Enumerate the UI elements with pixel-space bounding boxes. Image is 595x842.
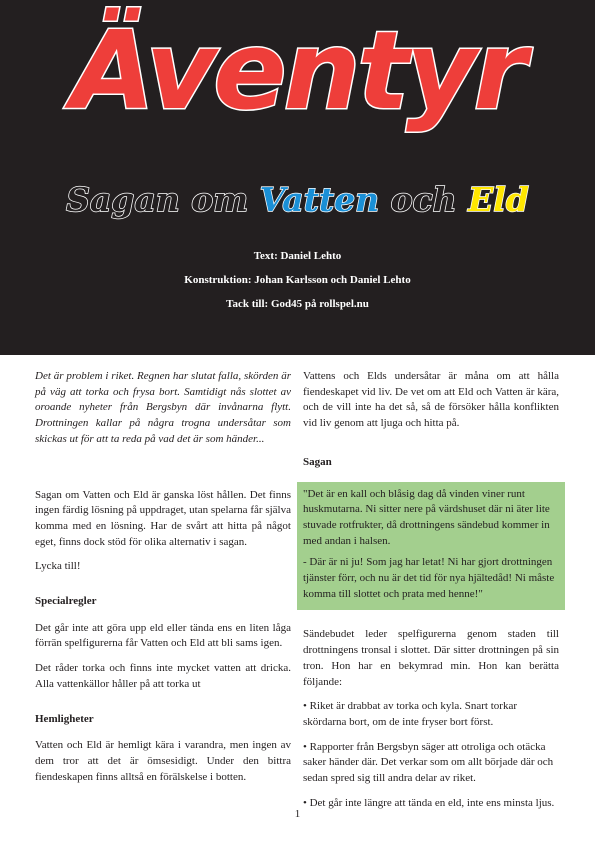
- body-paragraph: Sagan om Vatten och Eld är ganska löst hållen. Det finns ingen färdig lösning på uppdraget, utan spelarna får själva komma med en lösning. Har de svårt att hitta på något eget, finns dock stöd för olika alternativ i sagan.: [35, 488, 291, 548]
- body-paragraph: Sändebudet leder spelfigurerna genom staden till drottningens tronsal i slottet. Där sitter drottningen på sin tron. Hon har en bekymrad min. Hon kan berätta följande:: [303, 628, 559, 688]
- body-paragraph: Det går inte att göra upp eld eller tända ens en liten låga förrän spelfigurerna får Vatten och Eld att bli sams igen.: [35, 621, 291, 650]
- body-paragraph: Vatten och Eld är hemligt kära i varandra, men ingen av dem tror att det är ömsesidigt. Under den bittra fiendeskapen finns alltså en förälskelse i botten.: [35, 739, 291, 783]
- title-banner: [0, 0, 595, 355]
- credit-text: Text: Daniel Lehto: [253, 250, 342, 262]
- credits: [0, 244, 595, 316]
- page-title: Äventyr: [71, 9, 524, 134]
- box-paragraph: "Det är en kall och blåsig dag då vinden viner runt huskmutarna. Ni sitter nere på värdshuset där ni äter lite stuvade rotfrukter, då drottningens sändebud kommer in med andan i halsen.: [303, 487, 550, 547]
- box-paragraph: - Där är ni ju! Som jag har letat! Ni har gjort drottningen tjänster förr, och nu är det tid för nya hjältedåd! Ni måste komma till slottet och prata med henne!": [303, 556, 555, 600]
- right-column: [303, 369, 559, 820]
- list-item: • Det går inte längre att tända en eld, inte ens minsta ljus.: [303, 796, 555, 809]
- body-paragraph: Lycka till!: [35, 560, 81, 573]
- subtitle: [0, 180, 595, 219]
- section-heading-specialregler: Specialregler: [35, 595, 97, 608]
- list-item: • Rapporter från Bergsbyn säger att otroliga och otäcka saker händer där. Det verkar som om allt började där och sedan spred sig till andra delar av riket.: [303, 740, 554, 785]
- section-heading-hemligheter: Hemligheter: [35, 712, 94, 725]
- intro-paragraph: Det är problem i riket. Regnen har slutat falla, skörden är på väg att torka och frysa bort. Samtidigt nås slottet av oroande nyheter från Bergsbyn där invånarna flytt. Drottningen kallar på några trogna undersåtar som skickas ut för att ta reda på vad det är som händer...: [35, 370, 291, 445]
- body-paragraph: Vattens och Elds undersåtar är måna om att hålla fiendeskapet vid liv. De vet om att Eld och Vatten är kära, och de vill inte ha det så, så de försöker hålla konflikten vid liv genom att ljuga och hitta på.: [303, 370, 559, 430]
- credit-thanks: Tack till: God45 på rollspel.nu: [226, 298, 369, 310]
- list-item: • Riket är drabbat av torka och kyla. Snart torkar skördarna bort, om de inte fryser bort först.: [303, 700, 518, 728]
- subtitle-part-1: Sagan om: [66, 180, 260, 219]
- subtitle-fire: Eld: [468, 180, 529, 219]
- section-heading-sagan: Sagan: [303, 455, 332, 468]
- read-aloud-box: [297, 482, 565, 611]
- credit-construction: Konstruktion: Johan Karlsson och Daniel Lehto: [184, 274, 411, 286]
- body-paragraph: Det råder torka och finns inte mycket vatten att dricka. Alla vattenkällor håller på att torka ut: [35, 662, 291, 690]
- subtitle-water: Vatten: [259, 180, 380, 219]
- left-column: [35, 369, 291, 794]
- subtitle-part-3: och: [379, 180, 469, 219]
- page-number: 1: [294, 808, 301, 820]
